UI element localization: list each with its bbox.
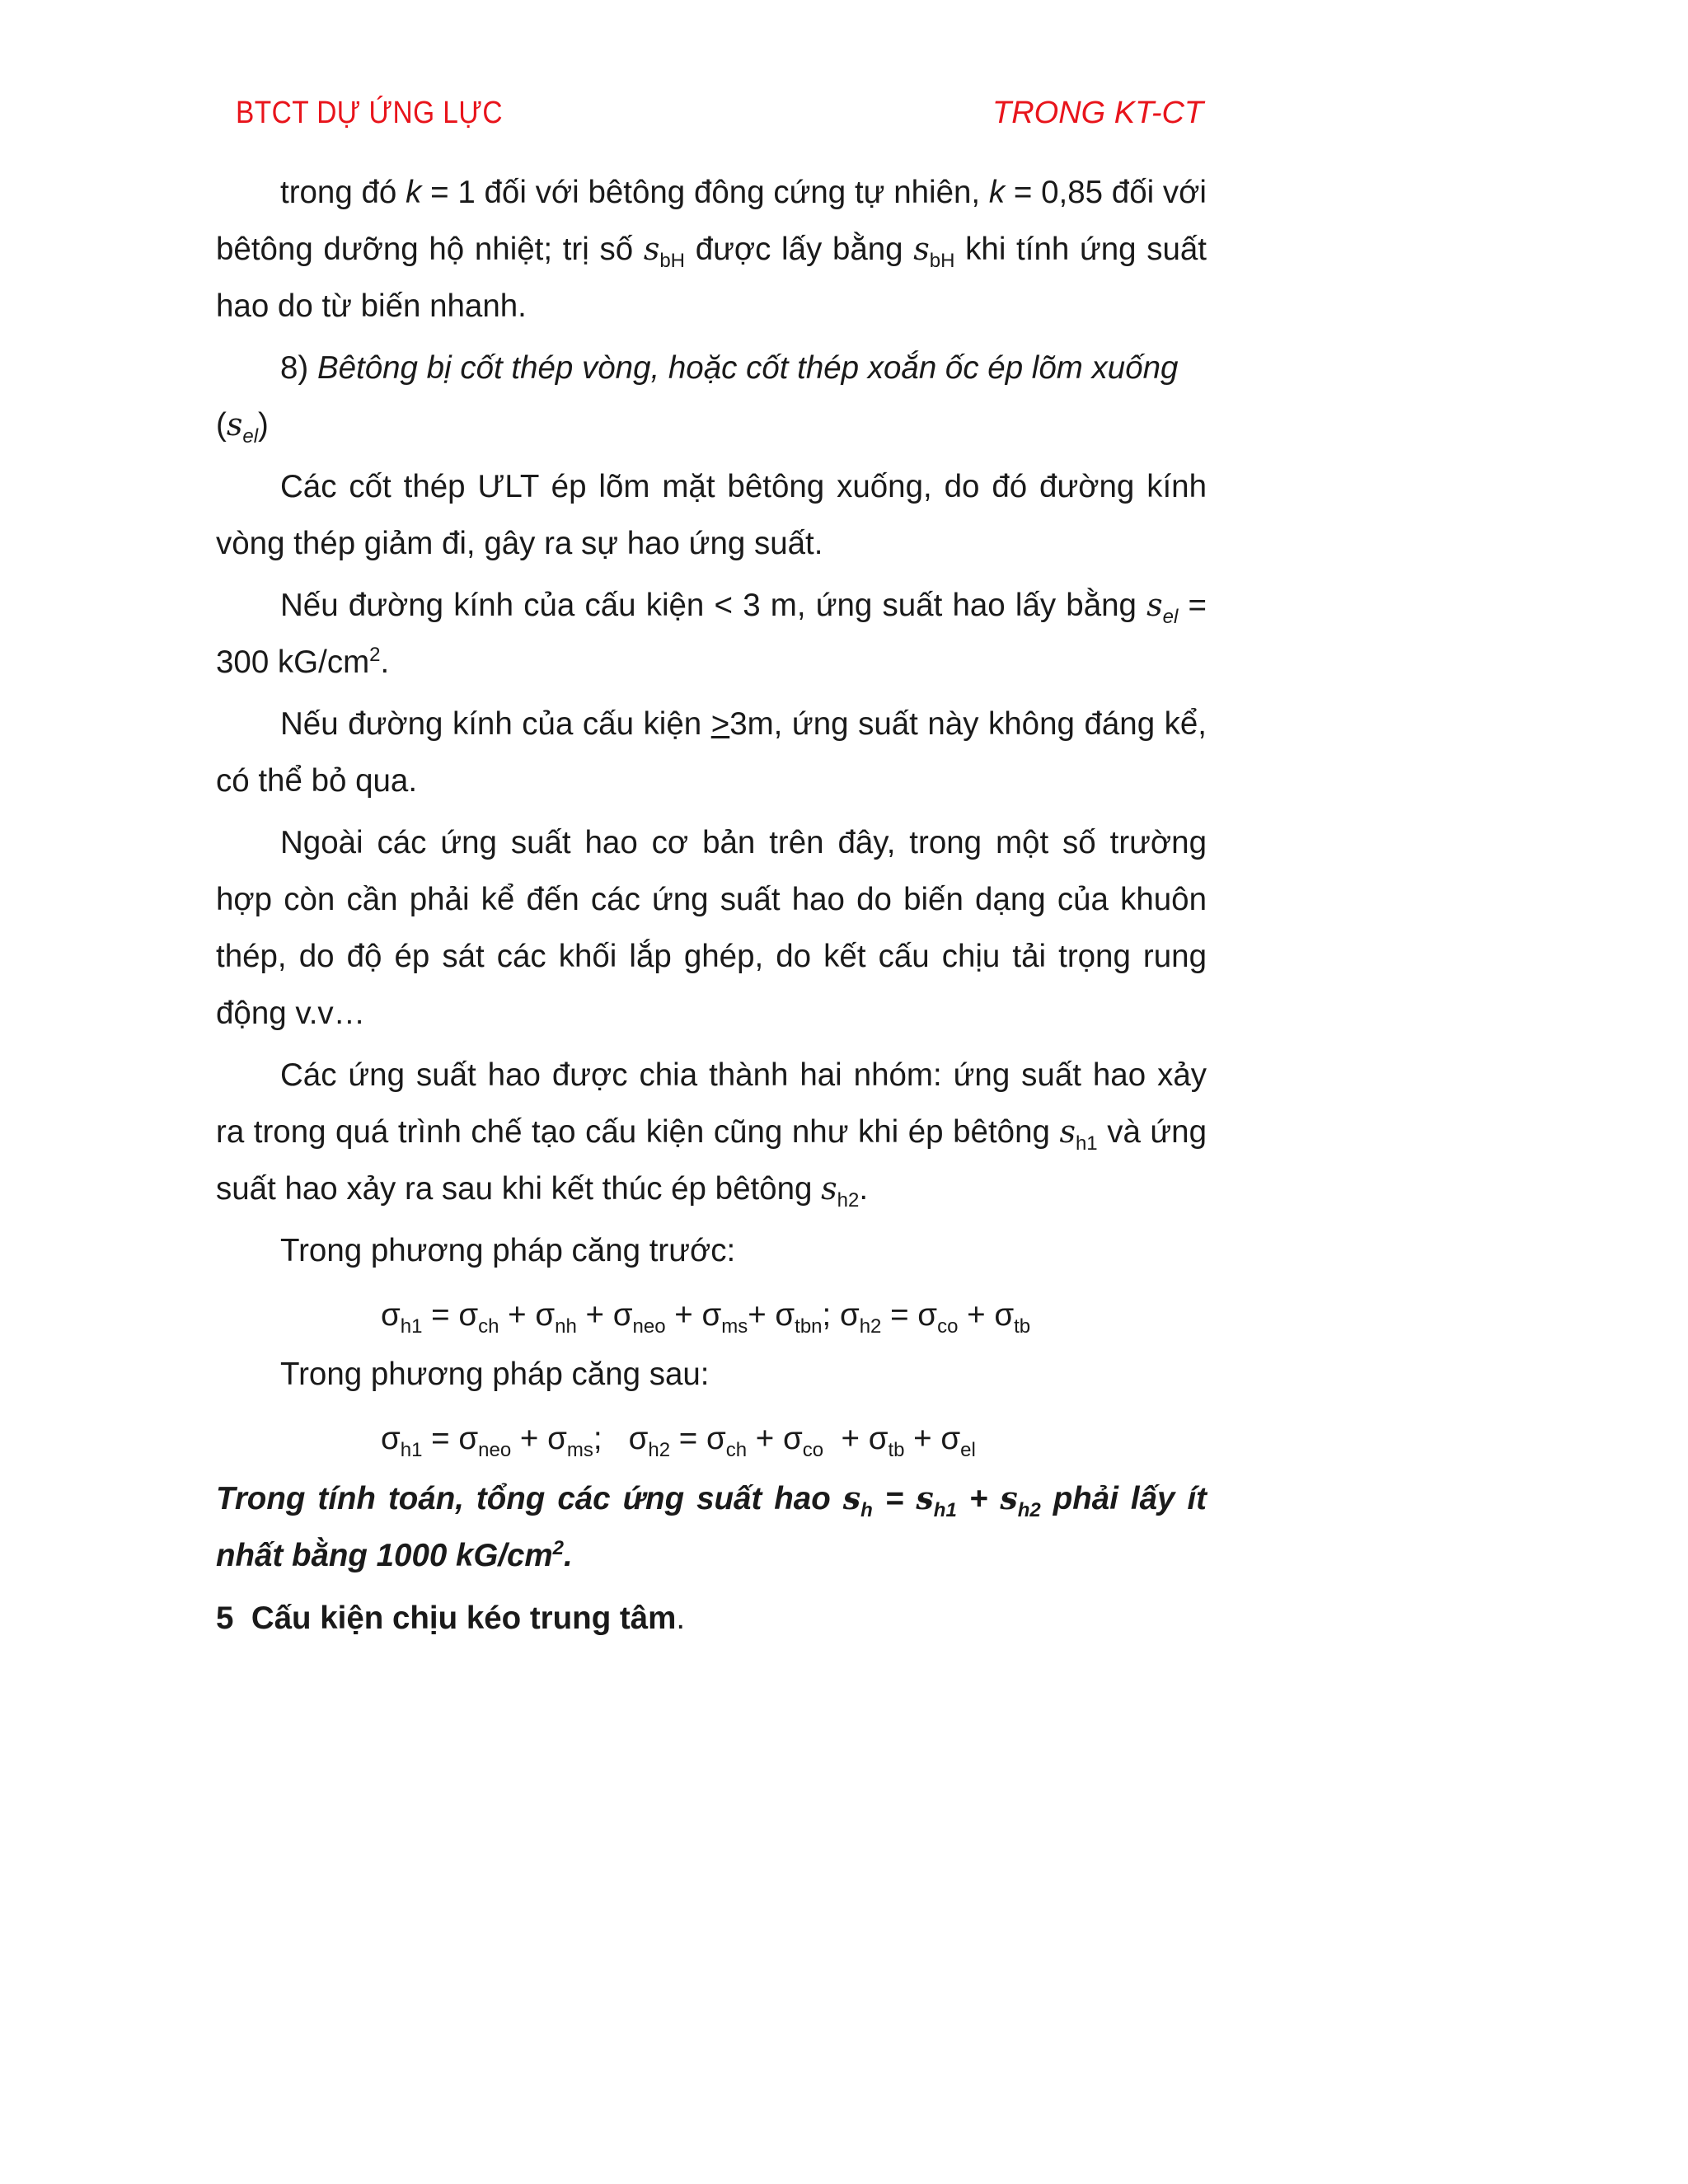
formula-token: σ <box>535 1297 556 1333</box>
superscript: 2 <box>369 644 381 666</box>
paragraph-pretension-method: Trong phương pháp căng trước: <box>280 1233 736 1268</box>
symbol-sigma: s <box>842 1479 861 1516</box>
subscript: neo <box>478 1439 512 1461</box>
formula-token: σ <box>917 1297 938 1333</box>
formula-token: σ <box>458 1421 479 1456</box>
formula-token: + <box>747 1421 783 1456</box>
text: 3m, ứng suất này không đáng kể, có thể bỏ qua. <box>216 706 1207 799</box>
subscript: h1 <box>933 1499 957 1521</box>
subscript: h2 <box>1017 1499 1041 1521</box>
formula-token: σ <box>458 1297 479 1333</box>
paragraph-ult-reinforcement: Các cốt thép ƯLT ép lõm mặt bêtông xuống, do đó đường kính vòng thép giảm đi, gây ra sự hao ứng suất. <box>216 469 1207 561</box>
subscript: el <box>960 1439 976 1461</box>
section-heading-5 <box>216 1589 1207 1648</box>
section-number: 5 <box>216 1601 251 1636</box>
section-title: Cấu kiện chịu kéo trung tâm <box>251 1601 677 1636</box>
text: = 0,85 đối với bêtông dưỡng hộ nhiệt; trị số <box>216 175 1207 267</box>
formula-token: σ <box>381 1297 401 1333</box>
formula-token: + <box>665 1297 702 1333</box>
subscript: ch <box>478 1315 499 1338</box>
formula-token: + <box>748 1297 776 1333</box>
formula-token: σ <box>706 1421 726 1456</box>
subscript: h2 <box>648 1439 671 1461</box>
formula-token: + <box>499 1297 536 1333</box>
symbol-sigma: s <box>913 231 930 267</box>
text: . <box>380 644 390 680</box>
formula-token: + <box>576 1297 613 1333</box>
formula-token: σ <box>381 1421 401 1456</box>
item-number: 8) <box>280 350 317 386</box>
formula-token: σ <box>940 1421 961 1456</box>
text: và ứng suất hao xảy ra sau khi kết thúc ép bêtông <box>216 1114 1207 1207</box>
subscript: ch <box>725 1439 748 1461</box>
subscript: tb <box>1014 1315 1031 1338</box>
symbol-sigma: s <box>1059 1113 1076 1150</box>
variable-k: k <box>988 175 1006 210</box>
greater-equal-sign: > <box>710 706 730 742</box>
text: ( <box>216 407 227 443</box>
subscript: bH <box>659 250 686 272</box>
subscript: neo <box>632 1315 666 1338</box>
document-body <box>216 164 1207 1653</box>
text: trong đó <box>280 175 406 210</box>
formula-token: σ <box>783 1421 803 1456</box>
subscript: h <box>860 1499 873 1521</box>
formula-token: ; <box>822 1297 840 1333</box>
text: Các ứng suất hao được chia thành hai nhóm: ứng suất hao xảy ra trong quá trình chế tạo cấu kiện cũng như khi ép bêtông <box>216 1057 1207 1150</box>
paragraph-coefficient-k <box>216 164 1207 335</box>
subscript: tb <box>888 1439 905 1461</box>
formula-pretension <box>216 1284 1207 1346</box>
formula-token: + <box>958 1297 995 1333</box>
formula-token: ; <box>593 1421 629 1456</box>
text: Nếu đường kính của cấu kiện < 3 m, ứng suất hao lấy bằng <box>280 588 1147 623</box>
text: + <box>956 1481 1001 1516</box>
header-right-title: TRONG KT-CT <box>992 96 1204 130</box>
subscript: co <box>937 1315 959 1338</box>
subscript: h2 <box>859 1315 882 1338</box>
subscript: bH <box>929 250 955 272</box>
formula-token: = <box>422 1421 459 1456</box>
formula-token: σ <box>775 1297 795 1333</box>
formula-token: σ <box>701 1297 722 1333</box>
symbol-sigma: s <box>1000 1479 1018 1516</box>
symbol-sigma: s <box>916 1479 934 1516</box>
formula-token: σ <box>868 1421 889 1456</box>
header-left-title: BTCT DỰ ỨNG LỰC <box>236 96 503 130</box>
symbol-sigma: s <box>1146 587 1163 623</box>
paragraph-posttension-method: Trong phương pháp căng sau: <box>280 1357 710 1392</box>
formula-token: = <box>670 1421 706 1456</box>
paragraph-total-loss-requirement <box>216 1469 1207 1584</box>
formula-token: = <box>881 1297 918 1333</box>
subscript: h2 <box>837 1189 860 1212</box>
formula-token: σ <box>547 1421 567 1456</box>
subscript: nh <box>555 1315 577 1338</box>
formula-token: σ <box>612 1297 633 1333</box>
formula-token: + <box>511 1421 548 1456</box>
paragraph-diameter-ge-3m <box>216 696 1207 809</box>
subscript: el <box>1162 606 1179 628</box>
text: . <box>676 1601 686 1636</box>
formula-token: + <box>904 1421 941 1456</box>
superscript: 2 <box>552 1537 565 1559</box>
subscript: h1 <box>1075 1132 1098 1155</box>
text: được lấy bằng <box>685 232 914 267</box>
text: = 300 kG/cm <box>216 588 1207 680</box>
text: Nếu đường kính của cấu kiện <box>280 706 711 742</box>
formula-token: = <box>422 1297 459 1333</box>
symbol-sigma: s <box>643 231 660 267</box>
paragraph-other-losses: Ngoài các ứng suất hao cơ bản trên đây, trong một số trường hợp còn cần phải kể đến các ứng suất hao do biến dạng của khuôn thép, do độ ép sát các khối lắp ghép, do kết cấu chịu tải trọng rung động v.v… <box>216 825 1207 1031</box>
subscript: h1 <box>400 1439 423 1461</box>
subscript: co <box>802 1439 824 1461</box>
text: . <box>859 1171 869 1207</box>
text: ) <box>258 407 269 443</box>
formula-token: + <box>823 1421 869 1456</box>
subscript: ms <box>721 1315 748 1338</box>
variable-k: k <box>406 175 422 210</box>
text: . <box>564 1538 573 1573</box>
symbol-sigma: s <box>821 1170 837 1207</box>
subscript: tbn <box>795 1315 823 1338</box>
text: khi tính ứng suất hao do từ biến nhanh. <box>216 232 1207 324</box>
symbol-sigma: s <box>226 406 243 443</box>
formula-posttension <box>216 1408 1207 1469</box>
formula-token: σ <box>628 1421 649 1456</box>
formula-token: σ <box>839 1297 860 1333</box>
paragraph-item-8 <box>216 340 1207 453</box>
item-title: Bêtông bị cốt thép vòng, hoặc cốt thép xoắn ốc ép lõm xuống <box>316 350 1179 386</box>
subscript: h1 <box>400 1315 423 1338</box>
subscript: el <box>242 425 259 448</box>
text: phải lấy ít nhất bằng 1000 kG/cm <box>216 1481 1207 1573</box>
subscript: ms <box>566 1439 593 1461</box>
text: = 1 đối với bêtông đông cứng tự nhiên, <box>421 175 989 210</box>
text: = <box>872 1481 917 1516</box>
paragraph-loss-groups <box>216 1047 1207 1217</box>
paragraph-diameter-less-3m <box>216 577 1207 691</box>
text: Trong tính toán, tổng các ứng suất hao <box>216 1481 843 1516</box>
formula-token: σ <box>994 1297 1015 1333</box>
